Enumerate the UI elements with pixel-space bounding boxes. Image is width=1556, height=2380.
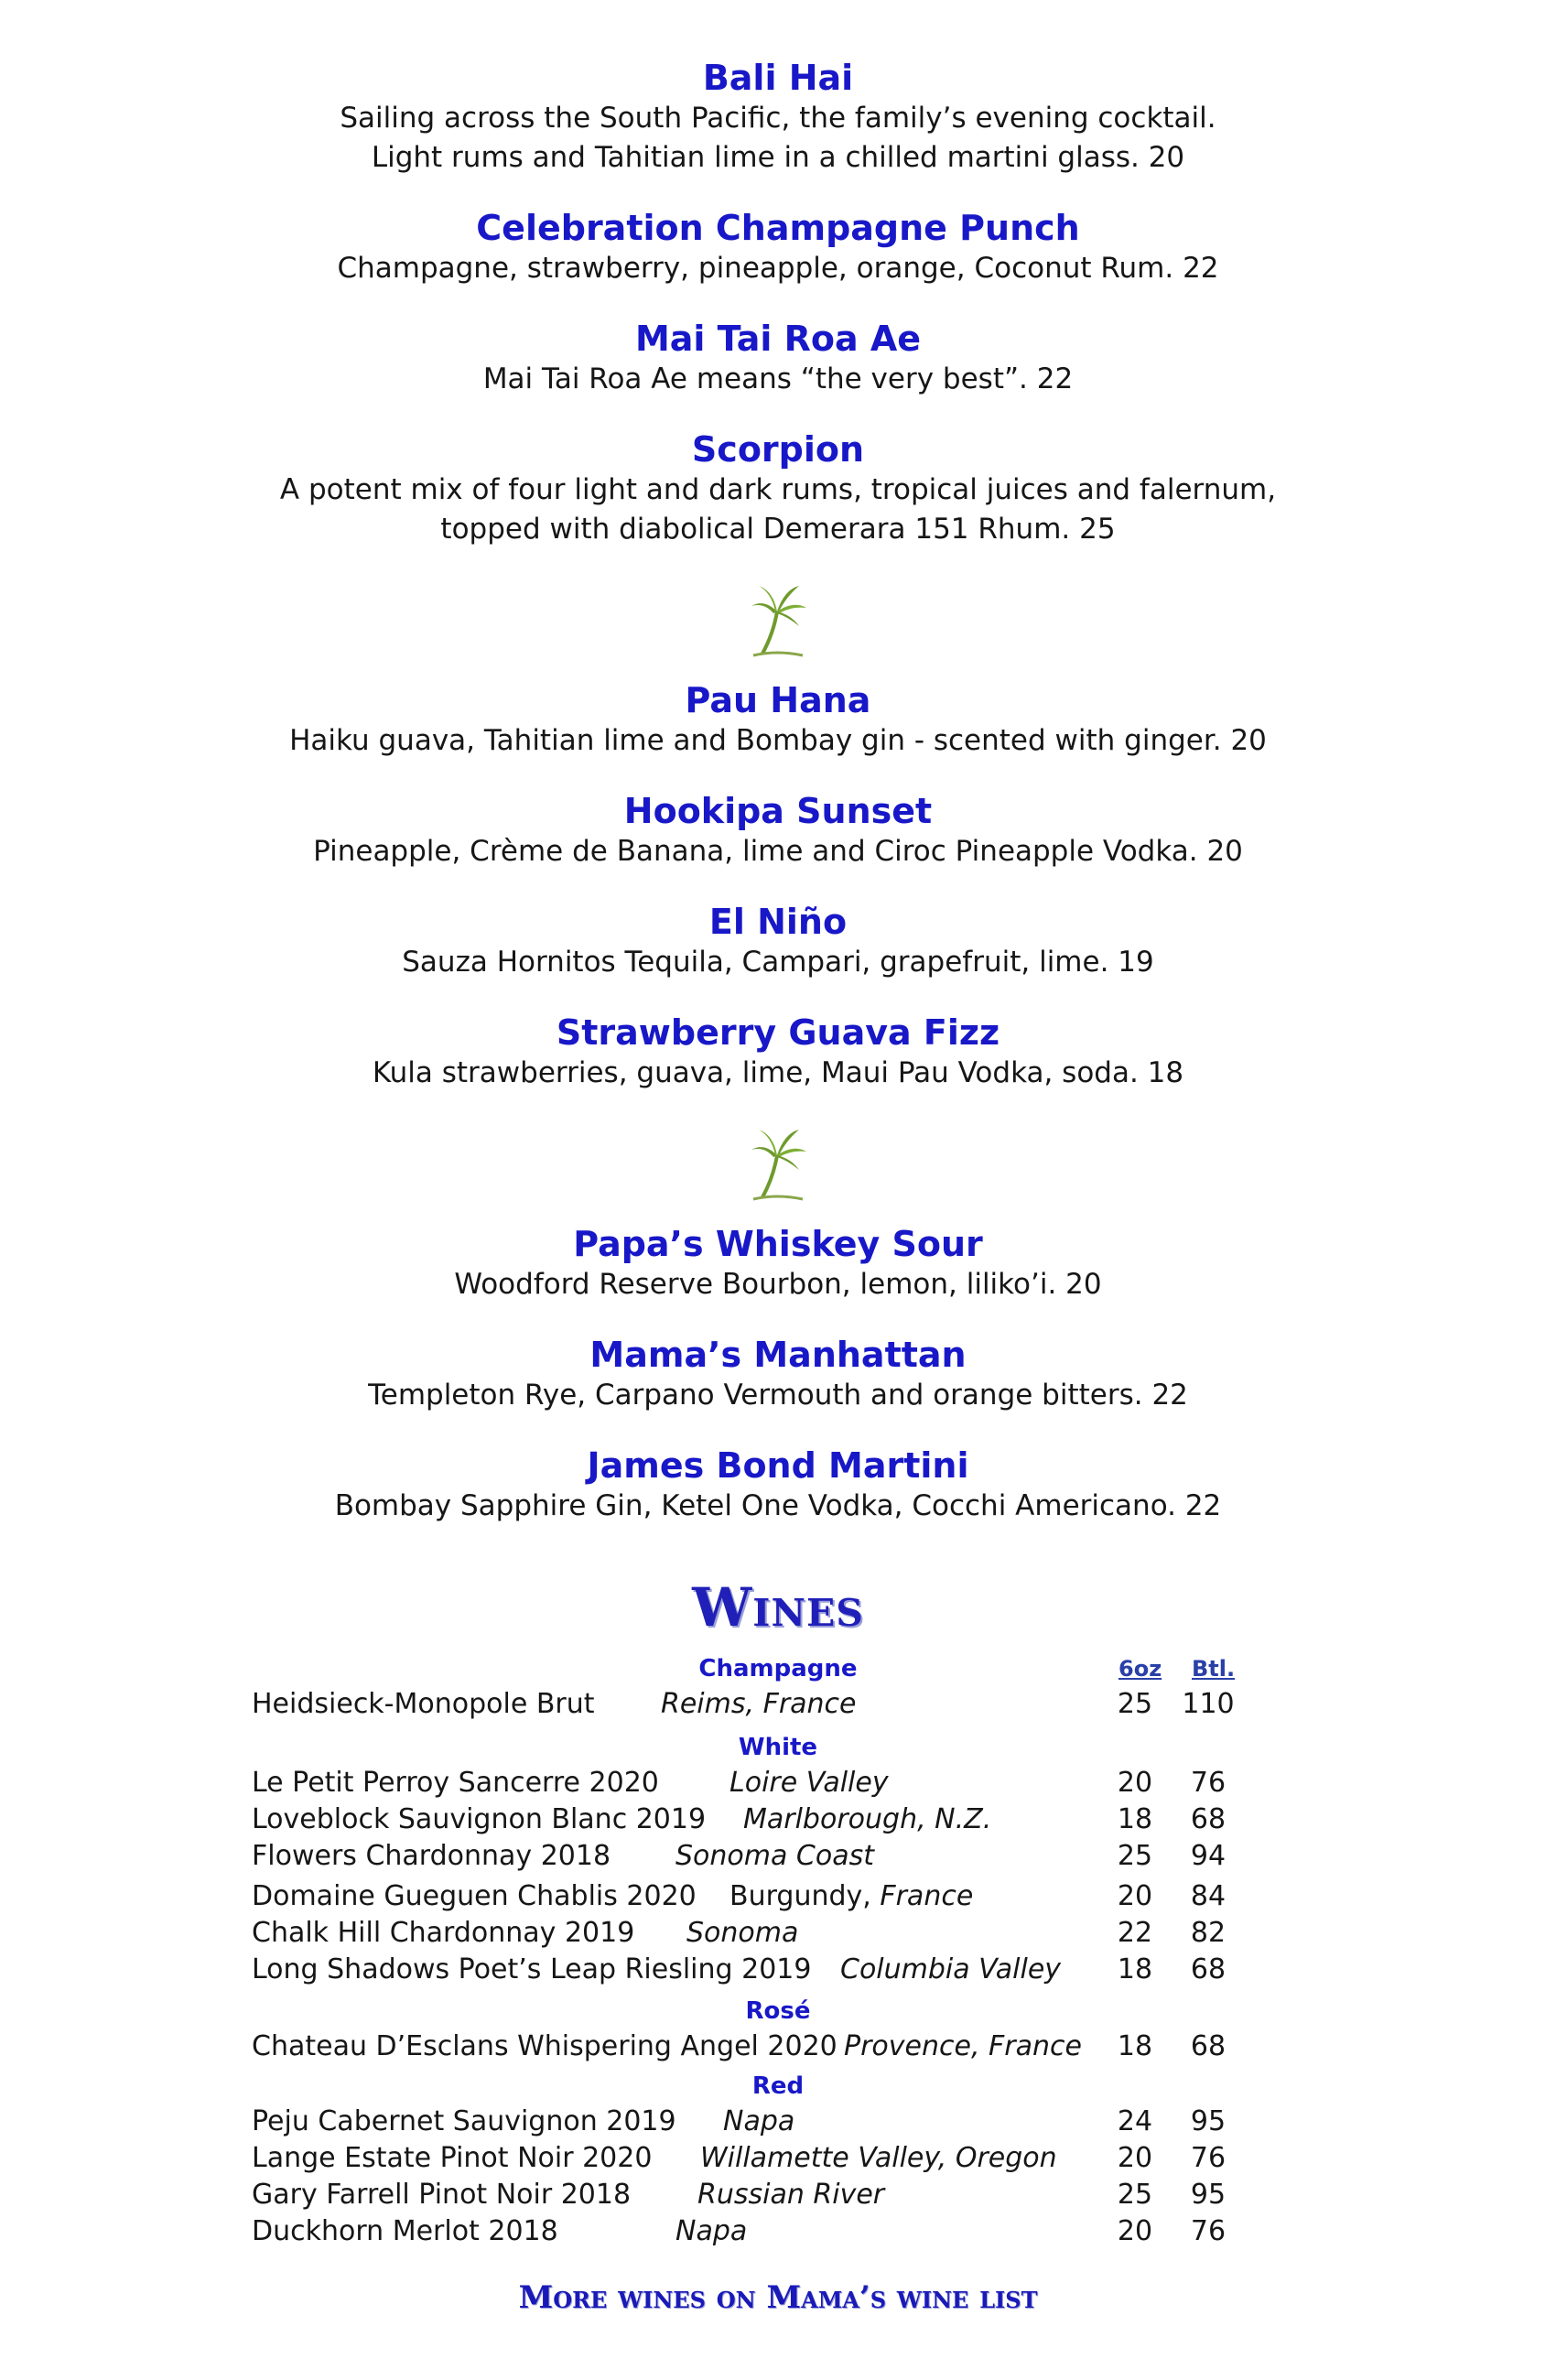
cocktail-name: El Niño (708, 902, 848, 942)
wine-list (0, 1651, 1556, 2250)
price-glass: 20 (1117, 2142, 1153, 2174)
cocktail-description: Woodford Reserve Bourbon, lemon, liliko’i. 20 (454, 1268, 1102, 1301)
cocktail-item (0, 790, 1556, 871)
cocktail-name: Celebration Champagne Punch (476, 208, 1080, 248)
price-bottle: 76 (1190, 1767, 1226, 1799)
wine-name: Gary Farrell Pinot Noir 2018 (252, 2179, 632, 2211)
cocktail-description: Mai Tai Roa Ae means “the very best”. 22 (482, 362, 1074, 395)
wine-region: France (880, 1880, 974, 1912)
cocktail-name: Papa’s Whiskey Sour (573, 1224, 983, 1264)
price-glass: 20 (1117, 1767, 1153, 1799)
wine-region: Provence, France (844, 2030, 1082, 2062)
cocktail-name: James Bond Martini (587, 1445, 969, 1486)
section-label-champagne: Champagne (698, 1655, 858, 1682)
section-label-white: White (738, 1734, 818, 1761)
cocktail-description: Pineapple, Crème de Banana, lime and Ciroc Pineapple Vodka. 20 (313, 835, 1243, 868)
column-header-bottle: Btl. (1192, 1656, 1236, 1682)
wine-row (0, 1838, 1556, 1875)
wine-row (0, 1878, 1556, 1915)
section-label-red: Red (751, 2072, 805, 2100)
wine-row (0, 1686, 1556, 1723)
price-glass: 20 (1117, 2215, 1153, 2247)
wine-region: Columbia Valley (840, 1953, 1062, 1985)
price-glass: 18 (1117, 1803, 1153, 1835)
price-glass: 25 (1117, 1688, 1153, 1720)
cocktail-list (0, 57, 1556, 1555)
cocktail-item (0, 901, 1556, 982)
cocktail-name: Pau Hana (685, 680, 871, 720)
wine-region: Russian River (697, 2179, 885, 2211)
wine-region: Loire Valley (729, 1767, 889, 1799)
wine-section-header (0, 1730, 1556, 1765)
cocktail-item (0, 207, 1556, 288)
wine-region: Napa (675, 2215, 748, 2247)
wine-section-header (0, 1994, 1556, 2028)
price-bottle: 94 (1190, 1840, 1226, 1872)
cocktail-description: Templeton Rye, Carpano Vermouth and orange bitters. 22 (368, 1379, 1188, 1412)
cocktail-item (0, 1012, 1556, 1093)
cocktail-name: Strawberry Guava Fizz (556, 1012, 1000, 1053)
cocktail-item (0, 679, 1556, 761)
wine-region-plain: Burgundy, (729, 1880, 881, 1912)
price-bottle: 82 (1190, 1917, 1226, 1949)
cocktail-item (0, 1223, 1556, 1304)
wine-name: Heidsieck-Monopole Brut (252, 1688, 595, 1720)
wine-region: Napa (723, 2105, 795, 2137)
cocktail-item (0, 1334, 1556, 1415)
cocktail-description: Champagne, strawberry, pineapple, orange, Coconut Rum. 22 (337, 252, 1219, 285)
cocktail-item (0, 428, 1556, 549)
wine-region: Willamette Valley, Oregon (700, 2142, 1057, 2174)
price-glass: 20 (1117, 1880, 1153, 1912)
wine-name: Loveblock Sauvignon Blanc 2019 (252, 1803, 707, 1835)
cocktail-name: Hookipa Sunset (623, 791, 933, 831)
wine-region-country (729, 1878, 973, 1915)
price-glass: 24 (1117, 2105, 1153, 2137)
price-bottle: 110 (1182, 1688, 1235, 1720)
price-glass: 18 (1117, 2030, 1153, 2062)
wine-row (0, 1765, 1556, 1801)
wine-section-header (0, 2069, 1556, 2104)
cocktail-description: Haiku guava, Tahitian lime and Bombay gin - scented with ginger. 20 (289, 724, 1267, 757)
wine-row (0, 1952, 1556, 1988)
wine-region: Marlborough, N.Z. (743, 1803, 992, 1835)
wine-section-header (0, 1651, 1556, 1686)
wine-row (0, 2213, 1556, 2250)
cocktail-name: Mai Tai Roa Ae (634, 319, 922, 359)
wine-row (0, 2104, 1556, 2140)
palm-tree-icon (746, 1122, 810, 1201)
price-bottle: 68 (1190, 1803, 1226, 1835)
wine-region: Sonoma (686, 1917, 799, 1949)
wine-row (0, 2177, 1556, 2213)
price-bottle: 76 (1190, 2142, 1226, 2174)
price-bottle: 68 (1190, 1953, 1226, 1985)
cocktail-item (0, 318, 1556, 399)
wine-region: Reims, France (661, 1688, 857, 1720)
wine-name: Le Petit Perroy Sancerre 2020 (252, 1767, 659, 1799)
price-bottle: 95 (1190, 2105, 1226, 2137)
price-bottle: 76 (1190, 2215, 1226, 2247)
wine-name: Lange Estate Pinot Noir 2020 (252, 2142, 653, 2174)
wine-name: Long Shadows Poet’s Leap Riesling 2019 (252, 1953, 812, 1985)
price-bottle: 68 (1190, 2030, 1226, 2062)
more-wines-link: More wines on Mama’s wine list (518, 2279, 1038, 2316)
column-header-glass: 6oz (1118, 1656, 1162, 1682)
price-glass: 22 (1117, 1917, 1153, 1949)
cocktail-item (0, 1444, 1556, 1526)
wine-name: Duckhorn Merlot 2018 (252, 2215, 558, 2247)
wine-region: Sonoma Coast (675, 1840, 874, 1872)
wine-name: Domaine Gueguen Chablis 2020 (252, 1880, 697, 1912)
cocktail-description: A potent mix of four light and dark rums, tropical juices and falernum, topped with diabolical Demerara 151 Rhum. 25 (279, 473, 1277, 546)
price-bottle: 84 (1190, 1880, 1226, 1912)
wines-heading: Wines (692, 1576, 864, 1639)
wine-row (0, 2028, 1556, 2065)
price-glass: 25 (1117, 2179, 1153, 2211)
wine-name: Peju Cabernet Sauvignon 2019 (252, 2105, 676, 2137)
wine-name: Chalk Hill Chardonnay 2019 (252, 1917, 635, 1949)
cocktail-item (0, 57, 1556, 178)
price-bottle: 95 (1190, 2179, 1226, 2211)
cocktail-description: Sauza Hornitos Tequila, Campari, grapefruit, lime. 19 (402, 946, 1154, 979)
wine-row (0, 2140, 1556, 2177)
price-glass: 18 (1117, 1953, 1153, 1985)
cocktail-description: Kula strawberries, guava, lime, Maui Pau Vodka, soda. 18 (372, 1056, 1184, 1089)
cocktail-name: Scorpion (691, 429, 865, 470)
wine-row (0, 1801, 1556, 1838)
cocktail-description: Bombay Sapphire Gin, Ketel One Vodka, Cocchi Americano. 22 (334, 1489, 1222, 1522)
section-label-rose: Rosé (745, 1997, 811, 2025)
price-glass: 25 (1117, 1840, 1153, 1872)
wine-name: Flowers Chardonnay 2018 (252, 1840, 611, 1872)
cocktail-description: Sailing across the South Pacific, the family’s evening cocktail. Light rums and Tahitian lime in a chilled martini glass. 20 (340, 102, 1216, 174)
cocktail-name: Bali Hai (702, 58, 854, 98)
cocktail-name: Mama’s Manhattan (589, 1335, 967, 1375)
wine-row (0, 1915, 1556, 1952)
wine-name: Chateau D’Esclans Whispering Angel 2020 (252, 2030, 837, 2062)
palm-tree-icon (746, 579, 810, 657)
